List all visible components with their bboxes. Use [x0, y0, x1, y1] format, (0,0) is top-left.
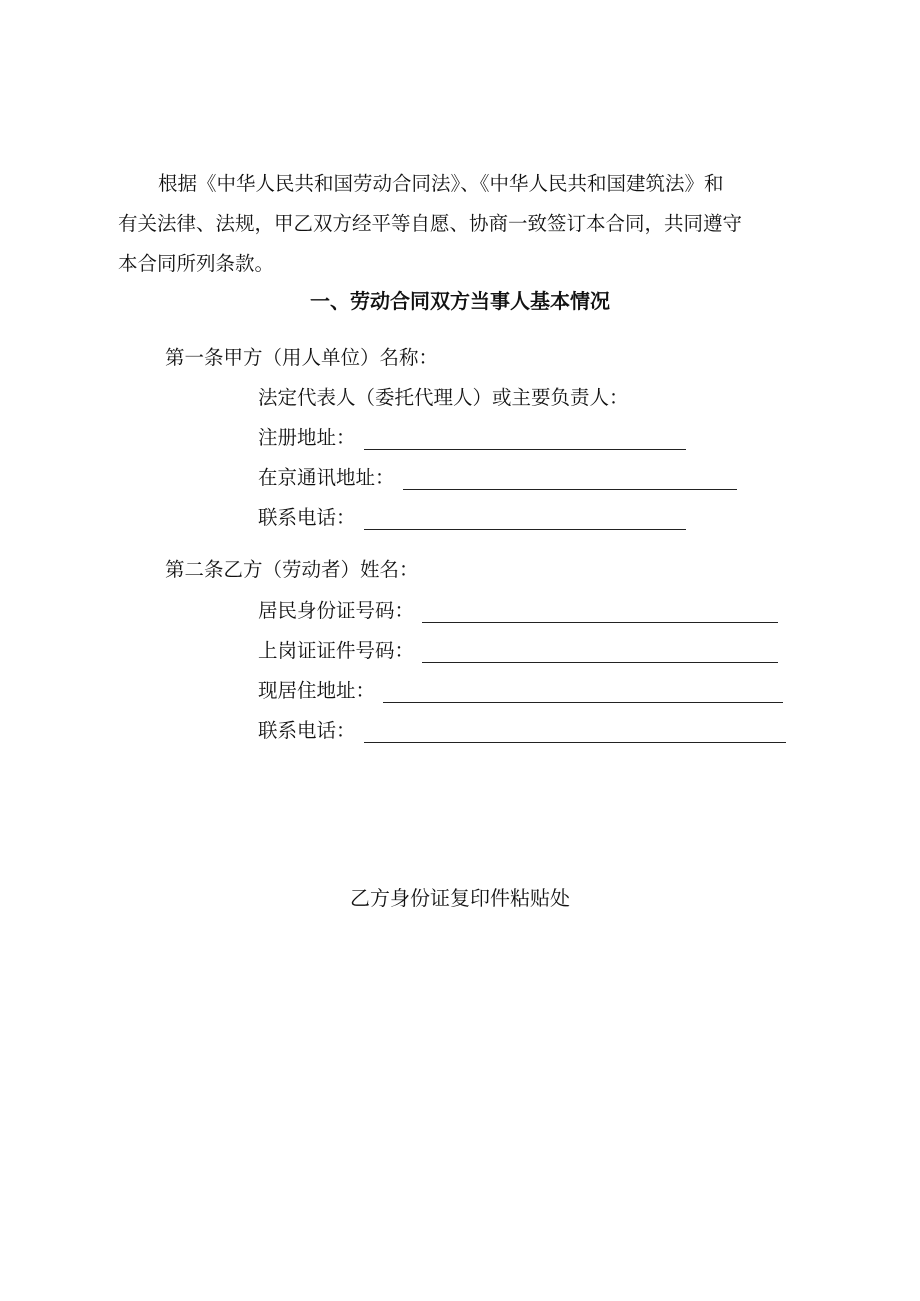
party-a-beijing-address-field[interactable]: [403, 469, 737, 490]
party-a-phone-row: [258, 500, 686, 530]
party-a-beijing-address-label: 在京通讯地址：: [258, 466, 395, 489]
party-a-registered-address-row: [258, 420, 686, 450]
party-b-current-address-label: 现居住地址：: [258, 679, 376, 702]
party-b-certificate-row: [258, 633, 778, 663]
intro-line-3: 本合同所列条款。: [118, 252, 275, 275]
party-a-title-row: [165, 340, 438, 370]
intro-line-1: 根据《中华人民共和国劳动合同法》、《中华人民共和国建筑法》和: [158, 172, 724, 195]
party-a-title: 第一条甲方（用人单位）名称：: [165, 346, 439, 369]
id-copy-paste-area-label: 乙方身份证复印件粘贴处: [350, 886, 570, 910]
party-b-certificate-label: 上岗证证件号码：: [258, 639, 415, 662]
party-b-id-number-field[interactable]: [422, 602, 778, 623]
party-a-registered-address-field[interactable]: [364, 429, 686, 450]
party-b-title-row: [165, 552, 419, 582]
party-b-current-address-row: [258, 673, 783, 703]
section-heading: 一、劳动合同双方当事人基本情况: [310, 289, 610, 313]
party-b-current-address-field[interactable]: [383, 682, 783, 703]
intro-line-2: 有关法律、法规，甲乙双方经平等自愿、协商一致签订本合同，共同遵守: [118, 212, 743, 235]
party-a-phone-label: 联系电话：: [258, 506, 356, 529]
party-a-representative-label: 法定代表人（委托代理人）或主要负责人：: [258, 386, 629, 409]
party-a-registered-address-label: 注册地址：: [258, 426, 356, 449]
party-a-representative-row: [258, 380, 629, 410]
party-b-phone-label: 联系电话：: [258, 719, 356, 742]
party-a-phone-field[interactable]: [364, 509, 686, 530]
intro-paragraph: [118, 164, 802, 284]
party-b-phone-field[interactable]: [364, 722, 786, 743]
party-b-id-number-row: [258, 593, 778, 623]
party-a-beijing-address-row: [258, 460, 737, 490]
party-b-certificate-field[interactable]: [422, 642, 778, 663]
party-b-id-number-label: 居民身份证号码：: [258, 599, 415, 622]
party-b-phone-row: [258, 713, 786, 743]
party-b-title: 第二条乙方（劳动者）姓名：: [165, 558, 419, 581]
